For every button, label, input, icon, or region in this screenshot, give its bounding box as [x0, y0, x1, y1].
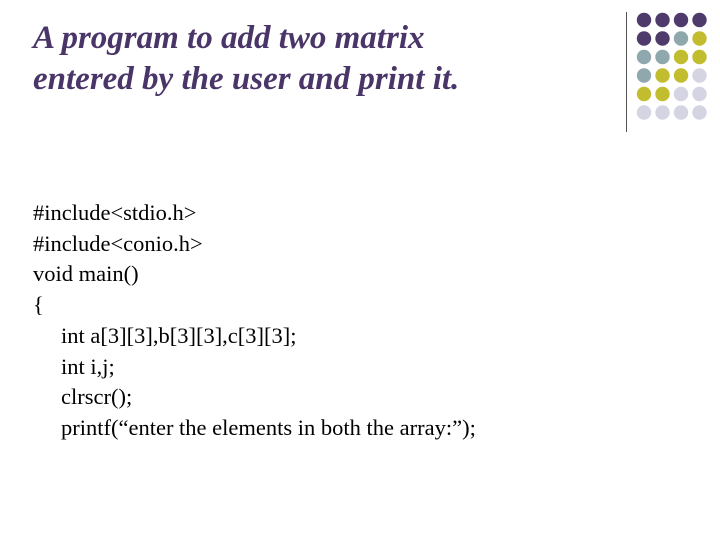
decorative-dot: [655, 50, 669, 64]
title-line-1: A program to add two matrix: [33, 20, 425, 56]
decorative-dot: [637, 13, 651, 27]
decorative-dot: [637, 105, 651, 119]
decorative-dot: [692, 13, 706, 27]
decorative-dot: [637, 31, 651, 45]
decorative-dot: [692, 105, 706, 119]
code-line: int i,j;: [61, 353, 115, 379]
decorative-dot: [655, 87, 669, 101]
title-line-2: entered by the user and print it.: [33, 61, 460, 97]
decorative-dot: [637, 68, 651, 82]
code-line: #include<stdio.h>: [33, 200, 197, 225]
decorative-dot: [692, 31, 706, 45]
code-line: clrscr();: [61, 384, 133, 410]
code-block: [33, 198, 693, 444]
decorative-dot: [674, 13, 688, 27]
code-line: printf(“enter the elements in both the array:”);: [61, 414, 476, 440]
code-line: void main(): [33, 261, 139, 287]
code-line: #include<conio.h>: [33, 230, 203, 256]
decorative-dot: [674, 87, 688, 101]
decorative-dot: [692, 87, 706, 101]
decorative-dot: [692, 68, 706, 82]
decorative-dot: [674, 50, 688, 64]
decorative-dot: [674, 68, 688, 82]
decorative-dot: [655, 31, 669, 45]
decorative-dot: [655, 68, 669, 82]
code-line: int a[3][3],b[3][3],c[3][3];: [61, 322, 297, 348]
vertical-divider: [626, 12, 627, 132]
code-line: {: [33, 292, 44, 318]
decorative-dot: [655, 13, 669, 27]
decorative-dot: [674, 31, 688, 45]
decorative-dot: [692, 50, 706, 64]
decorative-dot: [637, 87, 651, 101]
decorative-dot: [655, 105, 669, 119]
slide-title: [33, 18, 593, 100]
decorative-dot: [674, 105, 688, 119]
decorative-dot: [637, 50, 651, 64]
